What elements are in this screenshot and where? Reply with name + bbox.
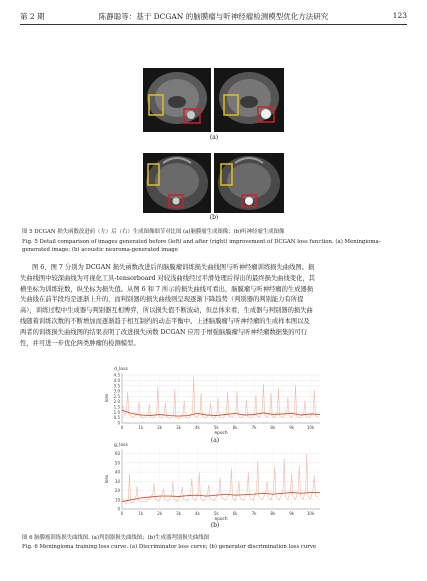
running-header: [20, 10, 407, 25]
paragraph-line-4: 失曲线在前半段均是逐渐上升的，而判别器的损失曲线则呈现逐渐下降趋势（判别器的判别能力有所提: [20, 296, 304, 304]
x-tick-label: 1k: [138, 511, 144, 516]
x-tick-label: 10k: [306, 511, 315, 516]
paragraph-line-3: 横坐标为训练轮数，纵坐标为损失值。从图 6 和 7 所示的损失曲线可看出，脑膜瘤与听神经瘤的生成器损: [20, 285, 314, 293]
y-tick-label: 30: [114, 478, 120, 484]
x-tick-label: 7k: [251, 511, 257, 516]
body-paragraph: [20, 263, 407, 349]
paragraph-line-1: 图 6、图 7 分别为 DCGAN 损失函数改进后的脑膜瘤训练损失曲线图与听神经瘤训练损失曲线图。损: [32, 264, 315, 271]
mri-image-5b-left: [143, 153, 211, 213]
figure5-caption-en-2: generated image; (b) acoustic neuroma-generated image: [22, 247, 178, 253]
y-tick-label: 4.0: [113, 377, 120, 383]
figure6-caption-en: Fig. 6 Meningioma training loss curve. (a) Discriminator loss curve; (b) generator discrimination loss curve: [22, 544, 317, 550]
figure6-label-b: (b): [210, 522, 220, 529]
x-tick-label: 10k: [306, 425, 315, 430]
y-tick-label: 2.0: [113, 399, 120, 405]
x-tick-label: 3k: [176, 425, 182, 430]
x-tick-label: 7k: [251, 425, 257, 430]
y-tick-label: 3.5: [113, 383, 120, 389]
figure5-caption-cn: 图 5 DCGAN 损失函数改进前（左）后（右）生成图像细节对比图 (a)脑膜瘤生成图像；(b)听神经瘤生成图像: [22, 229, 285, 235]
y-tick-label: 0: [117, 420, 120, 426]
mri-image-5b-right: [214, 153, 284, 213]
x-tick-label: 4k: [194, 425, 200, 430]
y-tick-label: 50: [114, 460, 120, 466]
x-tick-label: 2k: [157, 425, 163, 430]
y-tick-label: 60: [114, 451, 120, 457]
y-tick-label: 4.5: [113, 372, 120, 378]
mri-image-5a-left: [143, 68, 211, 132]
x-tick-label: 2k: [157, 511, 163, 516]
y-tick-label: 0: [117, 506, 120, 512]
issue-number: 第 2 期: [20, 12, 45, 21]
y-tick-label: 40: [114, 469, 120, 475]
x-tick-label: 9k: [289, 425, 295, 430]
g-loss-chart: [100, 437, 330, 523]
paragraph-line-7: 两者的训练损失曲线图的结果表明了改进损失函数 DCGAN 应用于增强脑膜瘤与听神经瘤数据集的可行: [20, 328, 308, 336]
figure5-caption-en-1: Fig. 5 Detail comparison of images generated before (left) and after (right) improvement of DCGAN loss function. (a) Meningioma-: [22, 239, 381, 245]
journal-title: 陈静聪等：基于 DCGAN 的脑膜瘤与听神经瘤检测模型优化方法研究: [98, 12, 329, 21]
smoothed-loss-series: [122, 410, 320, 416]
d-loss-chart: [100, 365, 330, 437]
chart-title: g_loss: [114, 443, 128, 448]
paragraph-line-5: 高），训练过程中生成器与判别器互相博弈，所以损失值不断波动，但总体来看，生成器与判别器的损失曲: [20, 307, 313, 315]
paragraph-line-8: 性，并可进一步优化两类肿瘤的检测模型。: [20, 339, 140, 347]
paragraph-line-2: 失曲线图中较深曲线为可视化工具-tensorboard 对较浅曲线经过平滑处理后得出的最终损失曲线变化，其: [20, 274, 315, 282]
y-tick-label: 10: [114, 497, 120, 503]
x-tick-label: 4k: [194, 511, 200, 516]
x-tick-label: 6k: [232, 511, 238, 516]
y-tick-label: 1.5: [113, 404, 120, 410]
y-axis-label: loss: [105, 474, 110, 484]
x-tick-label: 5k: [213, 425, 219, 430]
x-axis-label: epoch: [214, 431, 228, 436]
y-axis-label: loss: [105, 393, 110, 403]
page-number: 123: [392, 11, 407, 20]
paragraph-line-6: 线随着训练次数的不断增加而逐渐趋于相互制约的动态平衡中。上述脑膜瘤与听神经瘤的生成样本图以及: [20, 317, 310, 325]
x-tick-label: 9k: [289, 511, 295, 516]
x-tick-label: 6k: [232, 425, 238, 430]
figure6-caption-cn: 图 6 脑膜瘤训练损失曲线图. (a)判别器损失曲线图；(b)生成器判别损失曲线图: [22, 535, 210, 541]
y-tick-label: 0.5: [113, 415, 120, 421]
figure5-label-a: (a): [209, 134, 219, 141]
x-axis-label: epoch: [214, 517, 228, 522]
y-tick-label: 2.5: [113, 393, 120, 399]
x-tick-label: 1k: [138, 425, 144, 430]
x-tick-label: 8k: [270, 511, 276, 516]
figure5-label-b: (b): [209, 214, 219, 221]
x-tick-label: 5k: [213, 511, 219, 516]
x-tick-label: 3k: [176, 511, 182, 516]
y-tick-label: 20: [114, 488, 120, 494]
x-tick-label: 0: [120, 425, 124, 430]
x-tick-label: 0: [120, 511, 124, 516]
chart-title: d_loss: [114, 367, 128, 372]
x-tick-label: 8k: [270, 425, 276, 430]
mri-image-5a-right: [214, 68, 284, 132]
y-tick-label: 3.0: [113, 388, 120, 394]
y-tick-label: 1.0: [113, 409, 120, 415]
figure6-label-a: (a): [210, 437, 220, 444]
